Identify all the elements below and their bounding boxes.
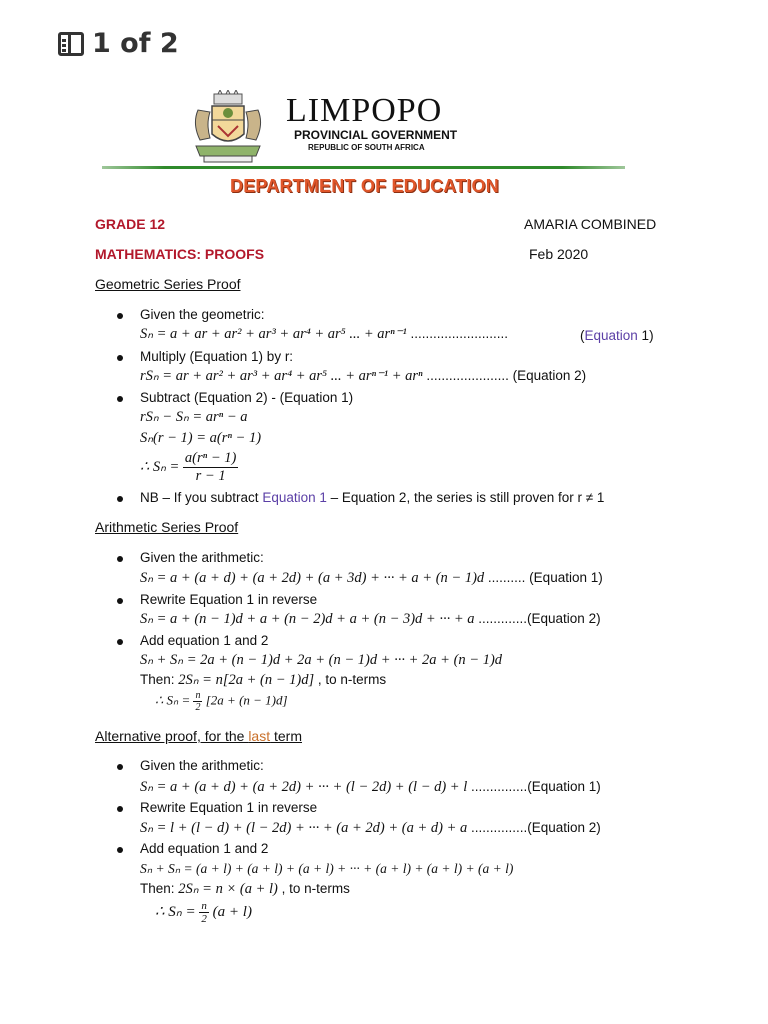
arith-result-fraction: $\frac{n}{2}$: [195, 690, 201, 713]
header-divider: [102, 166, 625, 169]
geo-subtract-step-1: rSₙ − Sₙ = arⁿ − a: [140, 409, 248, 425]
page-indicator-label: 1 of 2: [92, 28, 179, 59]
coat-of-arms-logo: [190, 90, 266, 164]
geo-equation-2: rSₙ = ar + ar² + ar³ + ar⁴ + ar⁵ ... + arⁿ⁻¹ + arⁿ ...................... (Equation 2): [140, 368, 587, 384]
alt-bullet-given: Given the arithmetic:: [140, 758, 264, 773]
alt-add-step-2: Then: 2Sₙ = n × (a + l) , to n-terms: [140, 881, 350, 897]
geo-bullet-multiply: Multiply (Equation 1) by r:: [140, 349, 294, 364]
school-name: AMARIA COMBINED: [524, 216, 657, 232]
arith-equation-2: Sₙ = a + (n − 1)d + a + (n − 2)d + a + (n − 3)d + ··· + a .............(Equation 2): [140, 611, 601, 627]
section-title-arithmetic: Arithmetic Series Proof: [95, 519, 239, 535]
alt-bullet-add: Add equation 1 and 2: [140, 841, 269, 856]
section-title-geometric: Geometric Series Proof: [95, 276, 241, 292]
government-label: PROVINCIAL GOVERNMENT: [294, 128, 458, 142]
subject-label: MATHEMATICS: PROOFS: [95, 246, 265, 262]
department-title: DEPARTMENT OF EDUCATION: [230, 176, 499, 196]
letterhead: [190, 90, 590, 160]
geo-equation-1-tag: (Equation 1): [580, 328, 654, 343]
geo-bullet-subtract: Subtract (Equation 2) - (Equation 1): [140, 390, 354, 405]
alt-equation-2: Sₙ = l + (l − d) + (l − 2d) + ··· + (a + 2d) + (a + d) + a ...............(Equation 2): [140, 820, 601, 836]
alt-bullet-reverse: Rewrite Equation 1 in reverse: [140, 800, 318, 815]
arith-bullet-add: Add equation 1 and 2: [140, 633, 269, 648]
geo-subtract-step-2: Sₙ(r − 1) = a(rⁿ − 1): [140, 430, 262, 446]
arith-equation-1: Sₙ = a + (a + d) + (a + 2d) + (a + 3d) + ··· + a + (n − 1)d .......... (Equation 1): [140, 570, 603, 586]
geo-result-fraction: $\frac{\text{a(rⁿ − 1)}}{r - 1}$: [184, 450, 237, 484]
geo-bullet-note: NB – If you subtract Equation 1 – Equation 2, the series is still proven for r ≠ 1: [140, 490, 605, 505]
country-label: REPUBLIC OF SOUTH AFRICA: [308, 143, 425, 152]
section-title-alternative: Alternative proof, for the last term: [95, 728, 302, 744]
alt-result-fraction: $\frac{n}{2}$: [201, 900, 207, 925]
arith-result-formula: ∴ Sₙ = $\frac{n}{2}$ [2a + (n − 1)d]: [155, 690, 288, 713]
geo-result-formula: ∴ Sₙ = $\frac{\text{a(rⁿ − 1)}}{r - 1}$: [140, 450, 237, 484]
page-layout-icon[interactable]: [58, 32, 84, 56]
geo-bullet-given: Given the geometric:: [140, 307, 265, 322]
viewer-toolbar: [0, 0, 768, 90]
alt-add-step-1: Sₙ + Sₙ = (a + l) + (a + l) + (a + l) + ··· + (a + l) + (a + l) + (a + l): [140, 861, 514, 876]
document-page: [60, 90, 708, 1024]
date-label: Feb 2020: [529, 246, 589, 262]
arith-add-step-1: Sₙ + Sₙ = 2a + (n − 1)d + 2a + (n − 1)d + ··· + 2a + (n − 1)d: [140, 652, 503, 668]
arith-bullet-given: Given the arithmetic:: [140, 550, 264, 565]
arith-add-step-2: Then: 2Sₙ = n[2a + (n − 1)d] , to n-terms: [140, 672, 387, 688]
alt-equation-1: Sₙ = a + (a + d) + (a + 2d) + ··· + (l − 2d) + (l − d) + l ...............(Equation 1): [140, 779, 601, 795]
arith-bullet-reverse: Rewrite Equation 1 in reverse: [140, 592, 318, 607]
geo-equation-1: Sₙ = a + ar + ar² + ar³ + ar⁴ + ar⁵ ... + arⁿ⁻¹ ..........................: [140, 326, 509, 342]
alt-result-formula: ∴ Sₙ = $\frac{n}{2}$ (a + l): [155, 900, 252, 925]
page-indicator[interactable]: [58, 28, 179, 59]
province-title: LIMPOPO: [286, 92, 443, 129]
grade-label: GRADE 12: [95, 216, 166, 232]
